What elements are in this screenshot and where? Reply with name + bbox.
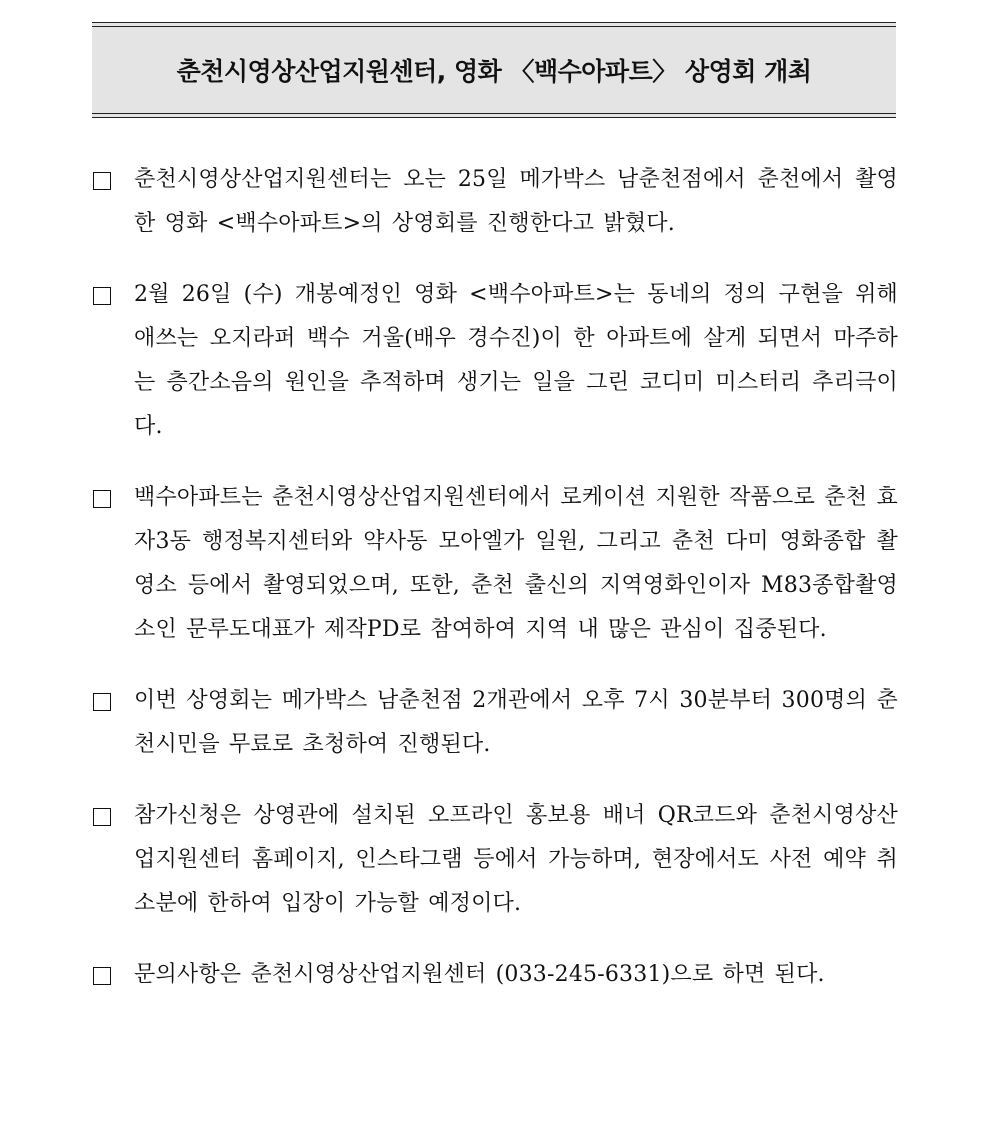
list-item-text: 2월 26일 (수) 개봉예정인 영화 <백수아파트>는 동네의 정의 구현을 위해 애쓰는 오지라퍼 백수 거울(배우 경수진)이 한 아파트에 살게 되면서 마주하는 층간소음의 원인을 추적하며 생기는 일을 그린 코디미 미스터리 추리극이다. <box>134 282 898 439</box>
list-item <box>92 794 898 926</box>
checkbox-icon <box>93 490 111 508</box>
title-box <box>92 22 896 118</box>
list-item-text: 참가신청은 상영관에 설치된 오프라인 홍보용 배너 QR코드와 춘천시영상산업지원센터 홈페이지, 인스타그램 등에서 가능하며, 현장에서도 사전 예약 취소분에 한하여 입장이 가능할 예정이다. <box>134 803 898 916</box>
list-item <box>92 476 898 652</box>
document-title: 춘천시영상산업지원센터, 영화 〈백수아파트〉 상영회 개최 <box>176 57 812 86</box>
list-item <box>92 953 898 997</box>
list-item <box>92 679 898 767</box>
checkbox-icon <box>93 693 111 711</box>
list-item <box>92 158 898 246</box>
checkbox-icon <box>93 287 111 305</box>
list-item-text: 춘천시영상산업지원센터는 오는 25일 메가박스 남춘천점에서 춘천에서 촬영한 영화 <백수아파트>의 상영회를 진행한다고 밝혔다. <box>134 167 898 236</box>
list-item <box>92 273 898 449</box>
document-body <box>92 158 898 1024</box>
list-item-text: 백수아파트는 춘천시영상산업지원센터에서 로케이션 지원한 작품으로 춘천 효자3동 행정복지센터와 약사동 모아엘가 일원, 그리고 춘천 다미 영화종합 촬영소 등에서 촬영되었으며, 또한, 춘천 출신의 지역영화인이자 M83종합촬영소인 문루도대표가 제작PD로 참여하여 지역 내 많은 관심이 집중된다. <box>134 485 898 642</box>
checkbox-icon <box>93 172 111 190</box>
list-item-text: 문의사항은 춘천시영상산업지원센터 (033-245-6331)으로 하면 된다. <box>134 962 825 987</box>
checkbox-icon <box>93 967 111 985</box>
list-item-text: 이번 상영회는 메가박스 남춘천점 2개관에서 오후 7시 30분부터 300명의 춘천시민을 무료로 초청하여 진행된다. <box>134 688 898 757</box>
checkbox-icon <box>93 808 111 826</box>
